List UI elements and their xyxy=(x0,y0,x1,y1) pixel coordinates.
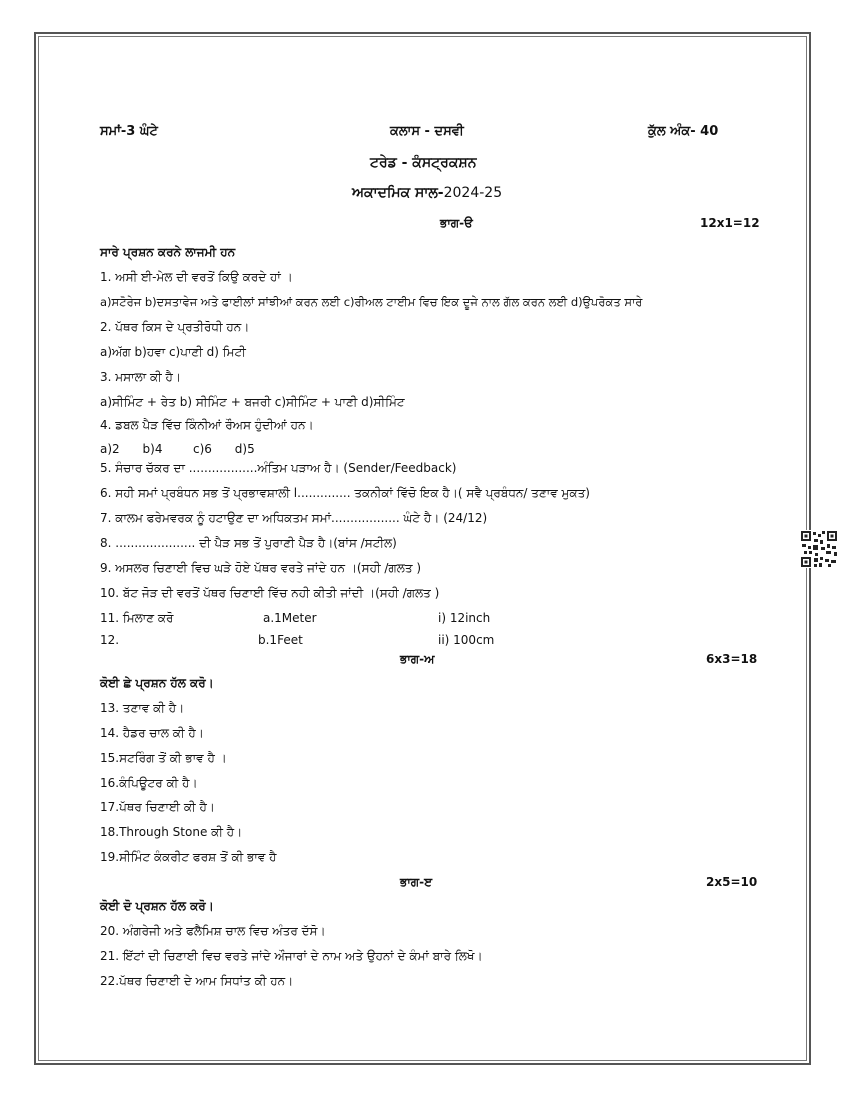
question-line: 18.Through Stone ਕੀ ਹੈ। xyxy=(100,825,243,839)
section-c-marks: 2x5=10 xyxy=(706,875,758,889)
question-line: 17.ਪੱਥਰ ਚਿਣਾਈ ਕੀ ਹੈ। xyxy=(100,800,215,814)
question-line: 16.ਕੰਪਿਊਟਰ ਕੀ ਹੈ। xyxy=(100,776,198,790)
question-line: 21. ਇੱਟਾਂ ਦੀ ਚਿਣਾਈ ਵਿਚ ਵਰਤੇ ਜਾਂਦੇ ਔਜਾਰਾਂ ਦੇ ਨਾਮ ਅਤੇ ਉਹਨਾਂ ਦੇ ਕੰਮਾਂ ਬਾਰੇ ਲਿਖੋ। xyxy=(100,949,483,963)
qr-code-icon xyxy=(800,530,838,568)
class-label: ਕਲਾਸ - ਦਸਵੀ xyxy=(390,124,464,139)
session-line xyxy=(352,185,502,201)
question-line: 10. ਬੱਟ ਜੋੜ ਦੀ ਵਰਤੋਂ ਪੱਥਰ ਚਿਣਾਈ ਵਿੱਚ ਨਹੀ ਕੀਤੀ ਜਾਂਦੀ ।(ਸਹੀ /ਗਲਤ ) xyxy=(100,586,440,600)
question-line: 20. ਅੰਗਰੇਜੀ ਅਤੇ ਫਲੈਮਿਸ਼ ਚਾਲ ਵਿਚ ਅੰਤਰ ਦੱਸੋ। xyxy=(100,924,326,938)
session-label: ਅਕਾਦਮਿਕ ਸਾਲ- xyxy=(352,185,444,201)
section-c-title: ਭਾਗ-ੲ xyxy=(400,875,433,889)
question-line: 19.ਸੀਮਿੰਟ ਕੰਕਰੀਟ ਫਰਸ਼ ਤੋਂ ਕੀ ਭਾਵ ਹੈ xyxy=(100,850,277,864)
question-line: 5. ਸੰਚਾਰ ਚੱਕਰ ਦਾ ..................ਅੰਤਿਮ ਪੜਾਅ ਹੈ। (Sender/Feedback) xyxy=(100,461,457,475)
match-row-num: 11. ਮਿਲਾਣ ਕਰੋ xyxy=(100,611,174,625)
match-row-left: b.1Feet xyxy=(258,633,303,647)
question-line: 8. ..................... ਦੀ ਪੈੜ ਸਭ ਤੋਂ ਪੁਰਾਣੀ ਪੈੜ ਹੈ।(ਬਾਂਸ /ਸਟੀਲ) xyxy=(100,536,397,550)
question-line: 6. ਸਹੀ ਸਮਾਂ ਪ੍ਰਬੰਧਨ ਸਭ ਤੋਂ ਪ੍ਰਭਾਵਸ਼ਾਲੀ l.............. ਤਕਨੀਕਾਂ ਵਿੱਚੋ ਇਕ ਹੈ।( ਸਵੈ ਪ੍ਰਬੰਧਨ/ ਤਣਾਵ ਮੁਕਤ) xyxy=(100,486,590,500)
section-b-marks: 6x3=18 xyxy=(706,652,758,666)
section-b-title: ਭਾਗ-ਅ xyxy=(400,652,435,666)
time-label: ਸਮਾਂ-3 ਘੰਟੇ xyxy=(100,124,158,139)
question-line: 15.ਸਟਰਿੰਗ ਤੋਂ ਕੀ ਭਾਵ ਹੈ । xyxy=(100,751,227,765)
section-a-marks: 12x1=12 xyxy=(700,216,760,230)
options-line: a)ਸਟੋਰੇਜ b)ਦਸਤਾਵੇਜ ਅਤੇ ਫਾਈਲਾਂ ਸਾਂਝੀਆਂ ਕਰਨ ਲਈ c)ਰੀਅਲ ਟਾਈਮ ਵਿਚ ਇਕ ਦੂਜੇ ਨਾਲ ਗੱਲ ਕਰਨ ਲਈ d)ਉਪਰੋਕਤ ਸਾਰੇ xyxy=(100,295,643,309)
trade-title: ਟਰੇਡ - ਕੰਸਟ੍ਰਕਸ਼ਨ xyxy=(370,155,477,171)
options-line: a)2 b)4 c)6 d)5 xyxy=(100,442,255,456)
question-line: 9. ਅਸਲਰ ਚਿਣਾਈ ਵਿਚ ਘੜੇ ਹੋਏ ਪੱਥਰ ਵਰਤੇ ਜਾਂਦੇ ਹਨ ।(ਸਹੀ /ਗਲਤ ) xyxy=(100,561,422,575)
question-line: 14. ਹੈਡਰ ਚਾਲ ਕੀ ਹੈ। xyxy=(100,726,204,740)
section-b-instruction: ਕੋਈ ਛੇ ਪ੍ਰਸ਼ਨ ਹੱਲ ਕਰੋ। xyxy=(100,676,214,690)
section-a-instruction: ਸਾਰੇ ਪ੍ਰਸ਼ਨ ਕਰਨੇ ਲਾਜਮੀ ਹਨ xyxy=(100,245,236,259)
options-line: a)ਅੱਗ b)ਹਵਾ c)ਪਾਣੀ d) ਮਿਟੀ xyxy=(100,345,246,359)
match-row-right: ii) 100cm xyxy=(438,633,495,647)
options-line: a)ਸੀਮਿੰਟ + ਰੇਤ b) ਸੀਮਿੰਟ + ਬਜਰੀ c)ਸੀਮਿੰਟ + ਪਾਣੀ d)ਸੀਮਿੰਟ xyxy=(100,395,405,409)
question-line: 13. ਤਣਾਵ ਕੀ ਹੈ। xyxy=(100,701,185,715)
question-line: 7. ਕਾਲਮ ਫਰੇਮਵਰਕ ਨੂੰ ਹਟਾਉਣ ਦਾ ਅਧਿਕਤਮ ਸਮਾਂ.................. ਘੰਟੇ ਹੈ। (24/12) xyxy=(100,511,488,525)
question-line: 1. ਅਸੀ ਈ-ਮੇਲ ਦੀ ਵਰਤੋਂ ਕਿਉ ਕਰਦੇ ਹਾਂ । xyxy=(100,270,293,284)
question-line: 2. ਪੱਥਰ ਕਿਸ ਦੇ ਪ੍ਰਤੀਰੋਧੀ ਹਨ। xyxy=(100,320,250,334)
question-line: 3. ਮਸਾਲਾ ਕੀ ਹੈ। xyxy=(100,370,182,384)
total-marks-label: ਕੁੱਲ ਅੰਕ- 40 xyxy=(648,124,719,139)
match-row-num: 12. xyxy=(100,633,120,647)
section-c-instruction: ਕੋਈ ਦੋ ਪ੍ਰਸ਼ਨ ਹੱਲ ਕਰੋ। xyxy=(100,899,214,913)
section-a-title: ਭਾਗ-ੳ xyxy=(440,216,473,230)
question-line: 22.ਪੱਥਰ ਚਿਣਾਈ ਦੇ ਆਮ ਸਿਧਾਂਤ ਕੀ ਹਨ। xyxy=(100,974,294,988)
session-year: 2024-25 xyxy=(443,185,503,201)
match-row-right: i) 12inch xyxy=(438,611,491,625)
question-line: 4. ਡਬਲ ਪੈੜ ਵਿੱਚ ਕਿੰਨੀਆਂ ਰੌਅਸ ਹੁੰਦੀਆਂ ਹਨ। xyxy=(100,418,314,432)
match-row-left: a.1Meter xyxy=(263,611,317,625)
